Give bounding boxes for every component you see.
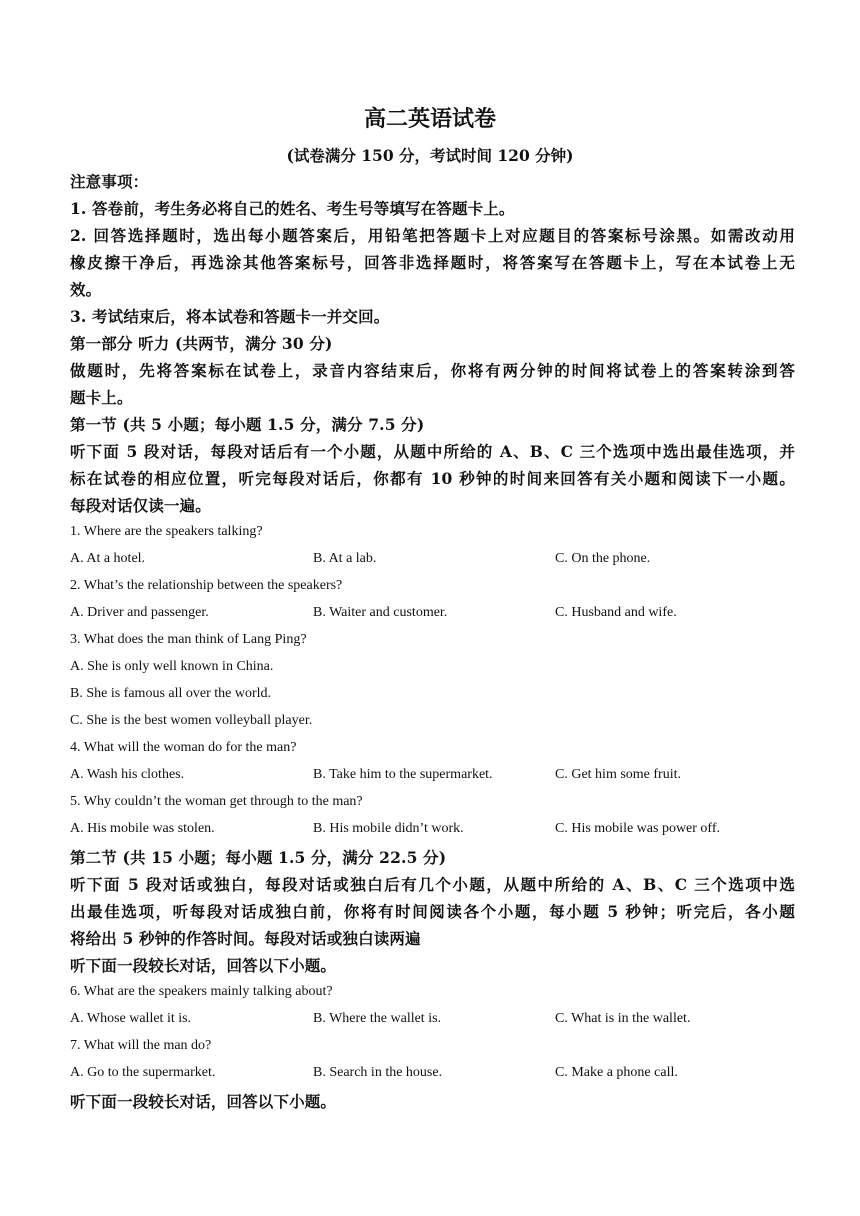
q3-option-a: A. She is only well known in China. — [70, 659, 274, 674]
q5-option-c: C. His mobile was power off. — [555, 821, 720, 836]
question-1: 1. Where are the speakers talking? — [70, 524, 263, 539]
q3-option-b: B. She is famous all over the world. — [70, 686, 272, 701]
section2-instruction-line-2: 出最佳选项，听每段对话成独白前，你将有时间阅读各个小题，每小题 5 秒钟；听完后，各小题 — [70, 902, 795, 921]
q5-option-b: B. His mobile didn’t work. — [313, 821, 464, 836]
question-3: 3. What does the man think of Lang Ping? — [70, 632, 307, 647]
part1-instruction-line-2: 题卡上。 — [70, 388, 133, 407]
q6-option-b: B. Where the wallet is. — [313, 1011, 442, 1026]
q6-option-c: C. What is in the wallet. — [555, 1011, 691, 1026]
section2-heading: 第二节 (共 15 小题；每小题 1.5 分，满分 22.5 分) — [70, 848, 447, 867]
section2-instruction-line-3: 将给出 5 秒钟的作答时间。每段对话或独白读两遍 — [70, 929, 421, 948]
q4-option-b: B. Take him to the supermarket. — [313, 767, 493, 782]
q6-option-a: A. Whose wallet it is. — [70, 1011, 192, 1026]
notice-item-3: 3. 考试结束后，将本试卷和答题卡一并交回。 — [70, 307, 390, 326]
page-subtitle: (试卷满分 150 分，考试时间 120 分钟) — [286, 146, 574, 165]
notice-item-1: 1. 答卷前，考生务必将自己的姓名、考生号等填写在答题卡上。 — [70, 199, 515, 218]
q1-option-b: B. At a lab. — [313, 551, 377, 566]
question-7: 7. What will the man do? — [70, 1038, 212, 1053]
q2-option-b: B. Waiter and customer. — [313, 605, 448, 620]
notice-item-2-line-1: 2. 回答选择题时，选出每小题答案后，用铅笔把答题卡上对应题目的答案标号涂黑。如需改动用 — [70, 226, 795, 245]
question-2: 2. What’s the relationship between the speakers? — [70, 578, 343, 593]
q2-option-a: A. Driver and passenger. — [70, 605, 209, 620]
q4-option-a: A. Wash his clothes. — [70, 767, 185, 782]
q1-option-a: A. At a hotel. — [70, 551, 146, 566]
section1-instruction-line-1: 听下面 5 段对话，每段对话后有一个小题，从题中所给的 A、B、C 三个选项中选出最佳选项，并 — [70, 442, 795, 461]
q7-option-c: C. Make a phone call. — [555, 1065, 678, 1080]
question-5: 5. Why couldn’t the woman get through to the man? — [70, 794, 363, 809]
q7-option-b: B. Search in the house. — [313, 1065, 443, 1080]
notice-heading: 注意事项： — [70, 172, 149, 191]
q1-option-c: C. On the phone. — [555, 551, 651, 566]
section2-instruction-line-1: 听下面 5 段对话或独白，每段对话或独白后有几个小题，从题中所给的 A、B、C 三个选项中选 — [70, 875, 795, 894]
question-6: 6. What are the speakers mainly talking about? — [70, 984, 333, 999]
dialog-intro: 听下面一段较长对话，回答以下小题。 — [70, 1092, 337, 1111]
notice-item-2-line-3: 效。 — [70, 280, 102, 299]
section1-heading: 第一节 (共 5 小题；每小题 1.5 分，满分 7.5 分) — [70, 415, 425, 434]
q5-option-a: A. His mobile was stolen. — [70, 821, 215, 836]
part1-instruction-line-1: 做题时，先将答案标在试卷上，录音内容结束后，你将有两分钟的时间将试卷上的答案转涂到答 — [70, 361, 795, 380]
dialog-intro: 听下面一段较长对话，回答以下小题。 — [70, 956, 337, 975]
section1-instruction-line-3: 每段对话仅读一遍。 — [70, 496, 211, 515]
section1-instruction-line-2: 标在试卷的相应位置，听完每段对话后，你都有 10 秒钟的时间来回答有关小题和阅读下一小题。 — [70, 469, 795, 488]
q3-option-c: C. She is the best women volleyball player. — [70, 713, 313, 728]
notice-item-2-line-2: 橡皮擦干净后，再选涂其他答案标号，回答非选择题时，将答案写在答题卡上，写在本试卷上无 — [70, 253, 795, 272]
q7-option-a: A. Go to the supermarket. — [70, 1065, 216, 1080]
part1-heading: 第一部分 听力 (共两节，满分 30 分) — [70, 334, 333, 353]
q2-option-c: C. Husband and wife. — [555, 605, 677, 620]
page-title: 高二英语试卷 — [363, 106, 496, 132]
question-4: 4. What will the woman do for the man? — [70, 740, 297, 755]
q4-option-c: C. Get him some fruit. — [555, 767, 681, 782]
